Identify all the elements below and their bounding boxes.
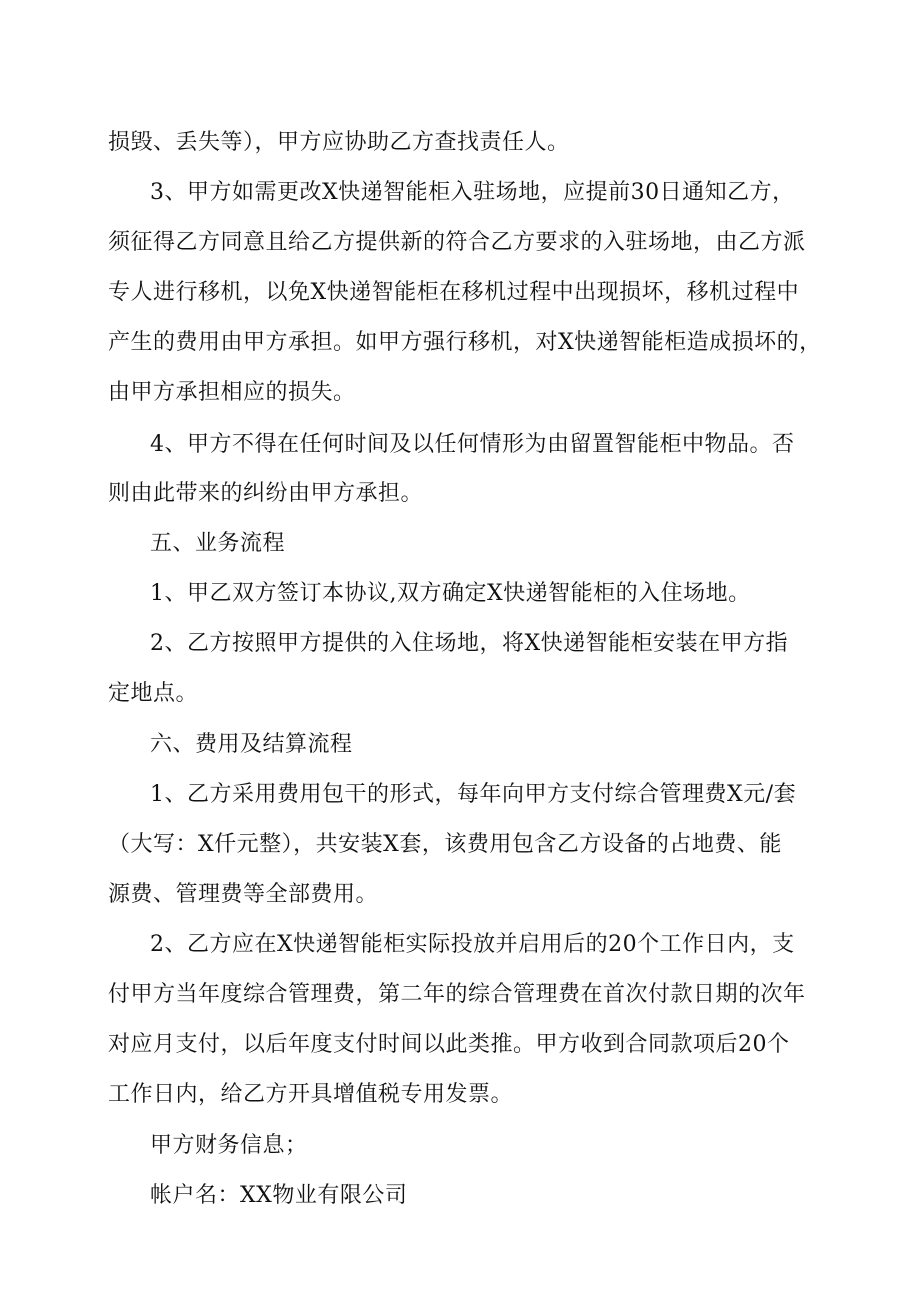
text-line: 源费、管理费等全部费用。 <box>108 882 379 907</box>
text-line: 专人进行移机，以免X快递智能柜在移机过程中出现损坏，移机过程中 <box>108 280 800 305</box>
text-line: 2、乙方应在X快递智能柜实际投放并启用后的20个工作日内，支 <box>150 932 795 957</box>
text-line: 4、甲方不得在任何时间及以任何情形为由留置智能柜中物品。否 <box>150 432 795 457</box>
text-line: 付甲方当年度综合管理费，第二年的综合管理费在首次付款日期的次年 <box>108 982 806 1007</box>
text-line: 对应月支付，以后年度支付时间以此类推。甲方收到合同款项后20个 <box>108 1032 790 1057</box>
text-line: 工作日内，给乙方开具增值税专用发票。 <box>108 1082 514 1107</box>
text-line: 2、乙方按照甲方提供的入住场地，将X快递智能柜安装在甲方指 <box>150 631 789 656</box>
text-line: （大写：X仟元整），共安装X套，该费用包含乙方设备的占地费、能 <box>108 832 782 857</box>
text-line: 1、乙方采用费用包干的形式，每年向甲方支付综合管理费X元/套 <box>150 782 797 807</box>
section-heading: 五、业务流程 <box>150 531 286 556</box>
text-line: 由甲方承担相应的损失。 <box>108 380 356 405</box>
text-line: 定地点。 <box>108 681 199 706</box>
section-heading: 六、费用及结算流程 <box>150 732 353 757</box>
text-line: 1、甲乙双方签订本协议,双方确定X快递智能柜的入住场地。 <box>150 581 751 606</box>
text-line: 则由此带来的纠纷由甲方承担。 <box>108 481 424 506</box>
text-line: 甲方财务信息； <box>150 1133 308 1158</box>
text-line: 产生的费用由甲方承担。如甲方强行移机，对X快递智能柜造成损坏的， <box>108 330 822 355</box>
text-line: 损毁、丢失等），甲方应协助乙方查找责任人。 <box>108 130 570 155</box>
text-line: 帐户名：XX物业有限公司 <box>150 1183 408 1208</box>
text-line: 须征得乙方同意且给乙方提供新的符合乙方要求的入驻场地，由乙方派 <box>108 230 806 255</box>
text-line: 3、甲方如需更改X快递智能柜入驻场地，应提前30日通知乙方， <box>150 180 795 205</box>
